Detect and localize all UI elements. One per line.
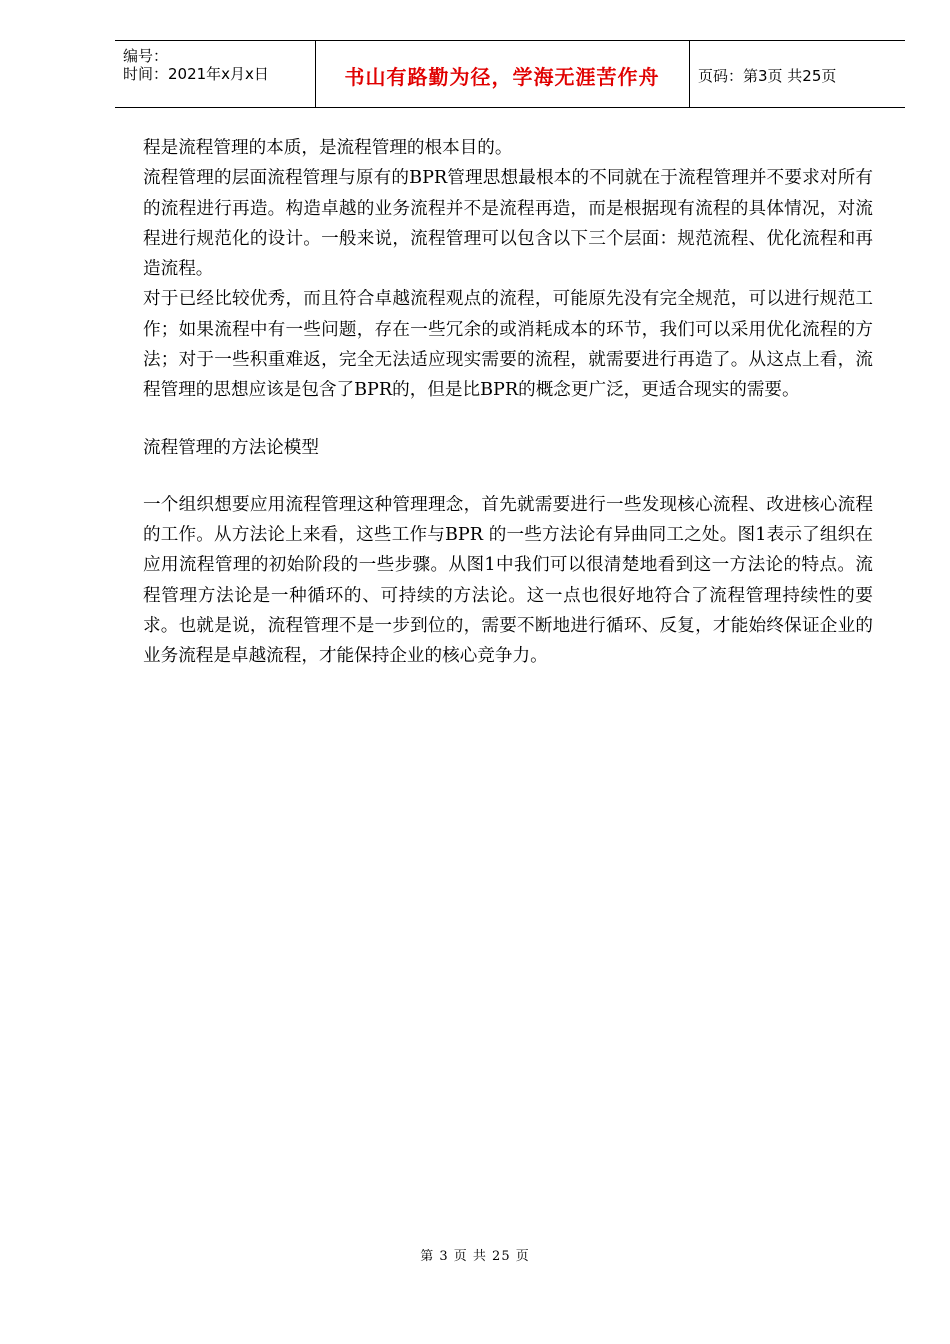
paragraph-continuation: 程是流程管理的本质，是流程管理的根本目的。 xyxy=(143,138,513,158)
header-page-number: 页码：第3页 共25页 xyxy=(698,67,837,85)
paragraph-spacer xyxy=(143,463,873,490)
page-footer xyxy=(0,1245,950,1264)
document-date-label: 时间：2021年x月x日 xyxy=(123,65,269,83)
header-meta-cell xyxy=(115,41,316,107)
page-header xyxy=(115,40,905,108)
paragraph-methodology: 一个组织想要应用流程管理这种管理理念，首先就需要进行一些发现核心流程、改进核心流程的工作。从方法论上来看，这些工作与BPR 的一些方法论有异曲同工之处。图1表示了组织在应用流程管理的初始阶段的一些步骤。从图1中我们可以很清楚地看到这一方法论的特点。流程管理方法论是一种循环的、可持续的方法论。这一点也很好地符合了流程管理持续性的要求。也就是说，流程管理不是一步到位的，需要不断地进行循环、反复，才能始终保证企业的业务流程是卓越流程，才能保持企业的核心竞争力。 xyxy=(143,494,873,667)
paragraph-spacer xyxy=(143,406,873,433)
paragraph-bpr-comparison: 对于已经比较优秀，而且符合卓越流程观点的流程，可能原先没有完全规范，可以进行规范工作；如果流程中有一些问题，存在一些冗余的或消耗成本的环节，我们可以采用优化流程的方法；对于一些积重难返，完全无法适应现实需要的流程，就需要进行再造了。从这点上看，流程管理的思想应该是包含了BPR的，但是比BPR的概念更广泛，更适合现实的需要。 xyxy=(143,289,873,401)
section-heading: 流程管理的方法论模型 xyxy=(143,437,319,458)
header-page-cell xyxy=(690,41,905,107)
footer-page-number: 第 3 页 共 25 页 xyxy=(420,1249,530,1264)
header-motto-cell xyxy=(315,41,690,107)
document-body xyxy=(143,133,873,671)
paragraph-process-levels: 流程管理的层面流程管理与原有的BPR管理思想最根本的不同就在于流程管理并不要求对所有的流程进行再造。构造卓越的业务流程并不是流程再造，而是根据现有流程的具体情况，对流程进行规范化的设计。一般来说，流程管理可以包含以下三个层面：规范流程、优化流程和再造流程。 xyxy=(143,168,873,280)
document-number-label: 编号： xyxy=(123,47,169,65)
header-motto: 书山有路勤为径，学海无涯苦作舟 xyxy=(344,65,660,89)
